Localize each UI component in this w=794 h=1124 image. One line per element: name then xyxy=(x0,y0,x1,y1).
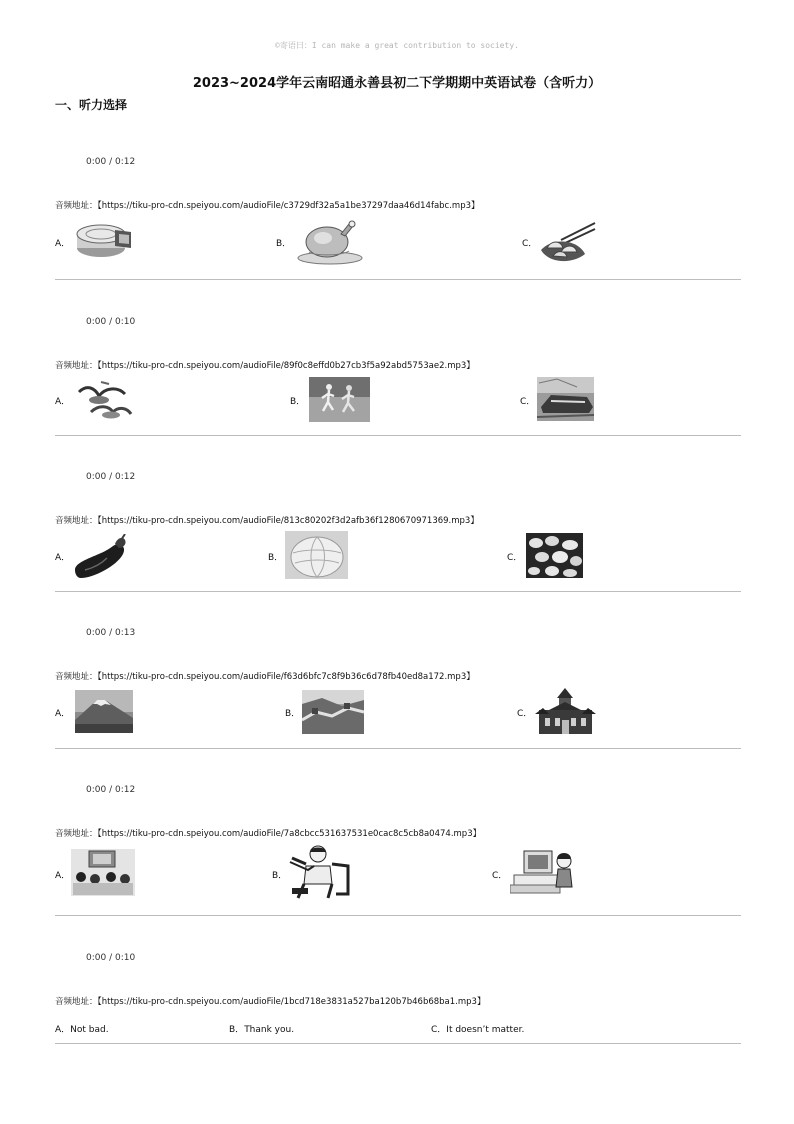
divider xyxy=(55,915,741,916)
option-b-label: B． xyxy=(229,1025,245,1035)
option-a-text: Not bad. xyxy=(70,1025,109,1035)
divider xyxy=(55,748,741,749)
audio-player-time[interactable]: 0:00 / 0:10 xyxy=(86,317,136,327)
audio-url: 音频地址：【https://tiku-pro-cdn.speiyou.com/audioFile/1bcd718e3831a527ba120b7b46b68ba1.mp3】 xyxy=(55,997,486,1007)
audio-url: 音频地址：【https://tiku-pro-cdn.speiyou.com/audioFile/89f0c8effd0b27cb3f5a92abd5753ae2.mp3】 xyxy=(55,361,475,371)
audio-player-time[interactable]: 0:00 / 0:10 xyxy=(86,953,136,963)
audience-tv-image[interactable] xyxy=(71,849,135,896)
divider xyxy=(55,435,741,436)
option-b-label: B． xyxy=(268,553,284,563)
eggplant-image[interactable] xyxy=(71,534,129,580)
option-c-label: C． xyxy=(520,397,536,407)
option-b-label: B． xyxy=(276,239,292,249)
option-b[interactable] xyxy=(229,1017,294,1036)
roast-turkey-image[interactable] xyxy=(297,218,363,265)
option-b-text: Thank you. xyxy=(244,1025,295,1035)
mooncake-image[interactable] xyxy=(75,222,133,260)
person-reading-image[interactable] xyxy=(288,844,354,899)
mountain-image[interactable] xyxy=(75,690,133,733)
mushrooms-image[interactable] xyxy=(526,533,583,578)
option-a-label: A． xyxy=(55,1025,71,1035)
option-c-label: C． xyxy=(492,871,508,881)
option-a-label: A． xyxy=(55,871,71,881)
child-computer-image[interactable] xyxy=(510,847,576,895)
option-a-label: A． xyxy=(55,553,71,563)
audio-url: 音频地址：【https://tiku-pro-cdn.speiyou.com/audioFile/c3729df32a5a1be37297daa46d14fabc.mp3】 xyxy=(55,201,480,211)
audio-player-time[interactable]: 0:00 / 0:13 xyxy=(86,628,136,638)
high-speed-train-image[interactable] xyxy=(537,377,594,421)
exam-title: 2023~2024学年云南昭通永善县初二下学期期中英语试卷（含听力） xyxy=(192,76,602,91)
option-c-label: C． xyxy=(431,1025,447,1035)
audio-url: 音频地址：【https://tiku-pro-cdn.speiyou.com/audioFile/7a8cbcc531637531e0cac8c5cb8a0474.mp3】 xyxy=(55,829,482,839)
option-b-label: B． xyxy=(285,709,301,719)
option-c-label: C． xyxy=(507,553,523,563)
option-a-label: A． xyxy=(55,709,71,719)
option-c-label: C． xyxy=(522,239,538,249)
option-b-label: B． xyxy=(272,871,288,881)
audio-player-time[interactable]: 0:00 / 0:12 xyxy=(86,785,136,795)
divider xyxy=(55,1043,741,1044)
audio-url: 音频地址：【https://tiku-pro-cdn.speiyou.com/audioFile/813c80202f3d2afb36f1280670971369.mp3】 xyxy=(55,516,479,526)
option-b-label: B． xyxy=(290,397,306,407)
section-title: 一、听力选择 xyxy=(55,98,128,112)
great-wall-image[interactable] xyxy=(302,690,364,734)
cabbage-image[interactable] xyxy=(285,531,348,579)
option-c-label: C． xyxy=(517,709,533,719)
option-c[interactable] xyxy=(431,1017,524,1036)
audio-player-time[interactable]: 0:00 / 0:12 xyxy=(86,472,136,482)
option-a-label: A． xyxy=(55,397,71,407)
divider xyxy=(55,591,741,592)
option-c-text: It doesn’t matter. xyxy=(446,1025,525,1035)
birds-flying-image[interactable] xyxy=(73,378,133,422)
motto-watermark: ©寄语曰：I can make a great contribution to society. xyxy=(275,41,519,50)
divider xyxy=(55,279,741,280)
tower-building-image[interactable] xyxy=(535,686,596,736)
option-a[interactable] xyxy=(55,1017,109,1036)
audio-player-time[interactable]: 0:00 / 0:12 xyxy=(86,157,136,167)
people-running-image[interactable] xyxy=(309,377,370,422)
audio-url: 音频地址：【https://tiku-pro-cdn.speiyou.com/audioFile/f63d6bfc7c8f9b36c6d78fb40ed8a172.mp3】 xyxy=(55,672,475,682)
dumplings-chopsticks-image[interactable] xyxy=(537,220,597,266)
option-a-label: A． xyxy=(55,239,71,249)
